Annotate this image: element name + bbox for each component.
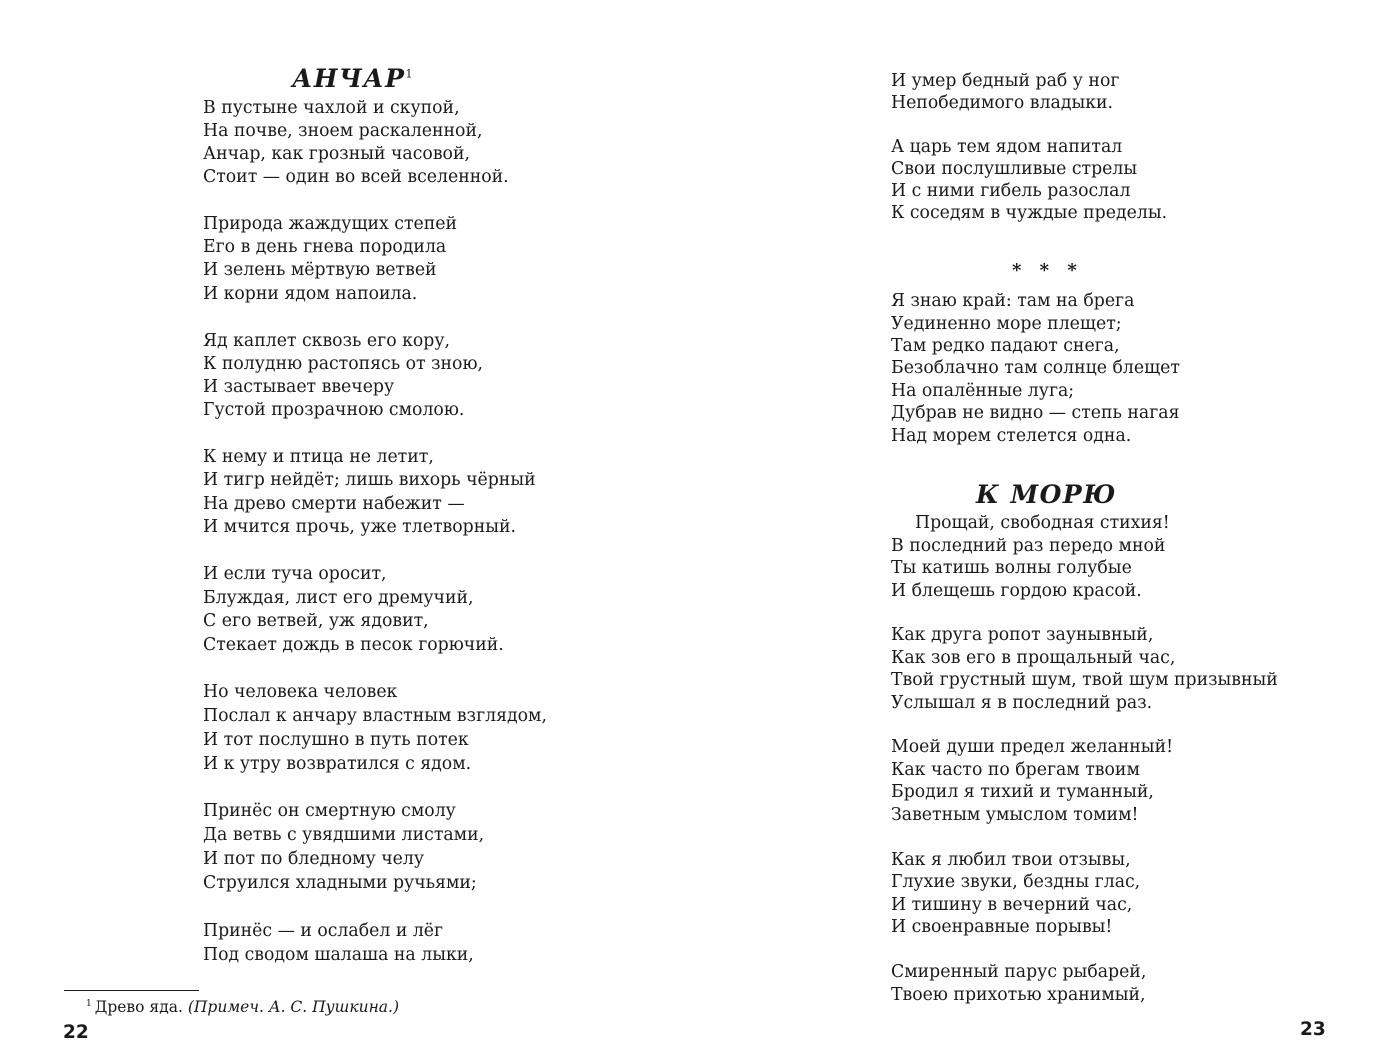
verse-line: Струился хладными ручьями; (203, 873, 477, 893)
verse-line: Услышал я в последний раз. (891, 693, 1153, 713)
verse-line: К соседям в чуждые пределы. (891, 203, 1168, 223)
verse-line: Там редко падают снега, (891, 336, 1120, 356)
verse-line: Природа жаждущих степей (203, 214, 458, 234)
verse-line: И корни ядом напоила. (203, 284, 418, 304)
verse-line: Послал к анчару властным взглядом, (203, 706, 547, 726)
verse-line: С его ветвей, уж ядовит, (203, 611, 429, 631)
verse-line: Прощай, свободная стихия! (915, 513, 1170, 533)
footnote-divider (64, 990, 199, 991)
verse-line: Моей души предел желанный! (891, 737, 1174, 757)
verse-line: И с ними гибель разослал (891, 181, 1131, 201)
verse-line: Свои послушливые стрелы (891, 159, 1138, 179)
footnote (86, 994, 399, 1017)
verse-line: Глухие звуки, бездны глас, (891, 872, 1141, 892)
verse-line: Безоблачно там солнце блещет (891, 358, 1180, 378)
verse-line: Анчар, как грозный часовой, (203, 144, 470, 164)
verse-line: Дубрав не видно — степь нагая (891, 403, 1180, 423)
footnote-text: Древо яда. (94, 998, 183, 1017)
poem-title-k-moryu: К МОРЮ (976, 480, 1117, 509)
verse-line: Твой грустный шум, твой шум призывный (891, 670, 1278, 690)
verse-line: Заветным умыслом томим! (891, 805, 1139, 825)
verse-line: В последний раз передо мной (891, 536, 1166, 556)
verse-line: И тишину в вечерний час, (891, 895, 1133, 915)
verse-line: На опалённые луга; (891, 381, 1075, 401)
verse-line: И пот по бледному челу (203, 849, 425, 869)
verse-line: Смиренный парус рыбарей, (891, 962, 1147, 982)
verse-line: И тигр нейдёт; лишь вихорь чёрный (203, 470, 536, 490)
verse-line: К нему и птица не летит, (203, 447, 434, 467)
verse-line: И своенравные порывы! (891, 917, 1113, 937)
verse-line: В пустыне чахлой и скупой, (203, 98, 460, 118)
poem-separator: * * * (1012, 260, 1083, 281)
verse-line: И если туча оросит, (203, 564, 387, 584)
verse-line: И мчится прочь, уже тлетворный. (203, 517, 516, 537)
right-page (696, 0, 1392, 1045)
verse-line: И к утру возвратился с ядом. (203, 754, 472, 774)
verse-line: Как зов его в прощальный час, (891, 648, 1176, 668)
poem-title-anchar: АНЧАР$^1$ (292, 64, 413, 93)
verse-line: На почве, зноем раскаленной, (203, 121, 483, 141)
verse-line: И блещешь гордою красой. (891, 581, 1142, 601)
footnote-reference: 1 (405, 67, 413, 81)
verse-line: Принёс — и ослабел и лёг (203, 921, 444, 941)
page-number: 23 (1300, 1019, 1326, 1040)
verse-line: Под сводом шалаша на лыки, (203, 945, 474, 965)
verse-line: На древо смерти набежит — (203, 494, 465, 514)
verse-line: Над морем стелется одна. (891, 426, 1132, 446)
verse-line: Уединенно море плещет; (891, 314, 1122, 334)
verse-line: Как я любил твои отзывы, (891, 850, 1131, 870)
verse-line: Но человека человек (203, 682, 398, 702)
verse-line: Стекает дождь в песок горючий. (203, 635, 504, 655)
verse-line: И умер бедный раб у ног (891, 71, 1120, 91)
verse-line: Его в день гнева породила (203, 237, 447, 257)
verse-line: А царь тем ядом напитал (891, 137, 1123, 157)
verse-line: Яд каплет сквозь его кору, (203, 331, 451, 351)
verse-line: Блуждая, лист его дремучий, (203, 588, 474, 608)
verse-line: И зелень мёртвую ветвей (203, 260, 437, 280)
verse-line: Твоею прихотью хранимый, (891, 985, 1146, 1005)
verse-line: Густой прозрачною смолою. (203, 400, 465, 420)
footnote-note: (Примеч. А. С. Пушкина.) (187, 998, 399, 1017)
verse-line: Ты катишь волны голубые (891, 558, 1132, 578)
verse-line: Принёс он смертную смолу (203, 801, 456, 821)
verse-line: Бродил я тихий и туманный, (891, 782, 1154, 802)
verse-line: Стоит — один во всей вселенной. (203, 167, 509, 187)
verse-line: И тот послушно в путь потек (203, 730, 469, 750)
verse-line: Непобедимого владыки. (891, 93, 1114, 113)
verse-line: К полудню растопясь от зною, (203, 354, 483, 374)
verse-line: Да ветвь с увядшими листами, (203, 825, 485, 845)
verse-line: И застывает ввечеру (203, 377, 395, 397)
verse-line: Как друга ропот заунывный, (891, 625, 1154, 645)
verse-line: Как часто по брегам твоим (891, 760, 1140, 780)
page-number: 22 (63, 1022, 89, 1043)
footnote-mark: 1 (86, 999, 92, 1009)
verse-line: Я знаю край: там на брега (891, 291, 1135, 311)
